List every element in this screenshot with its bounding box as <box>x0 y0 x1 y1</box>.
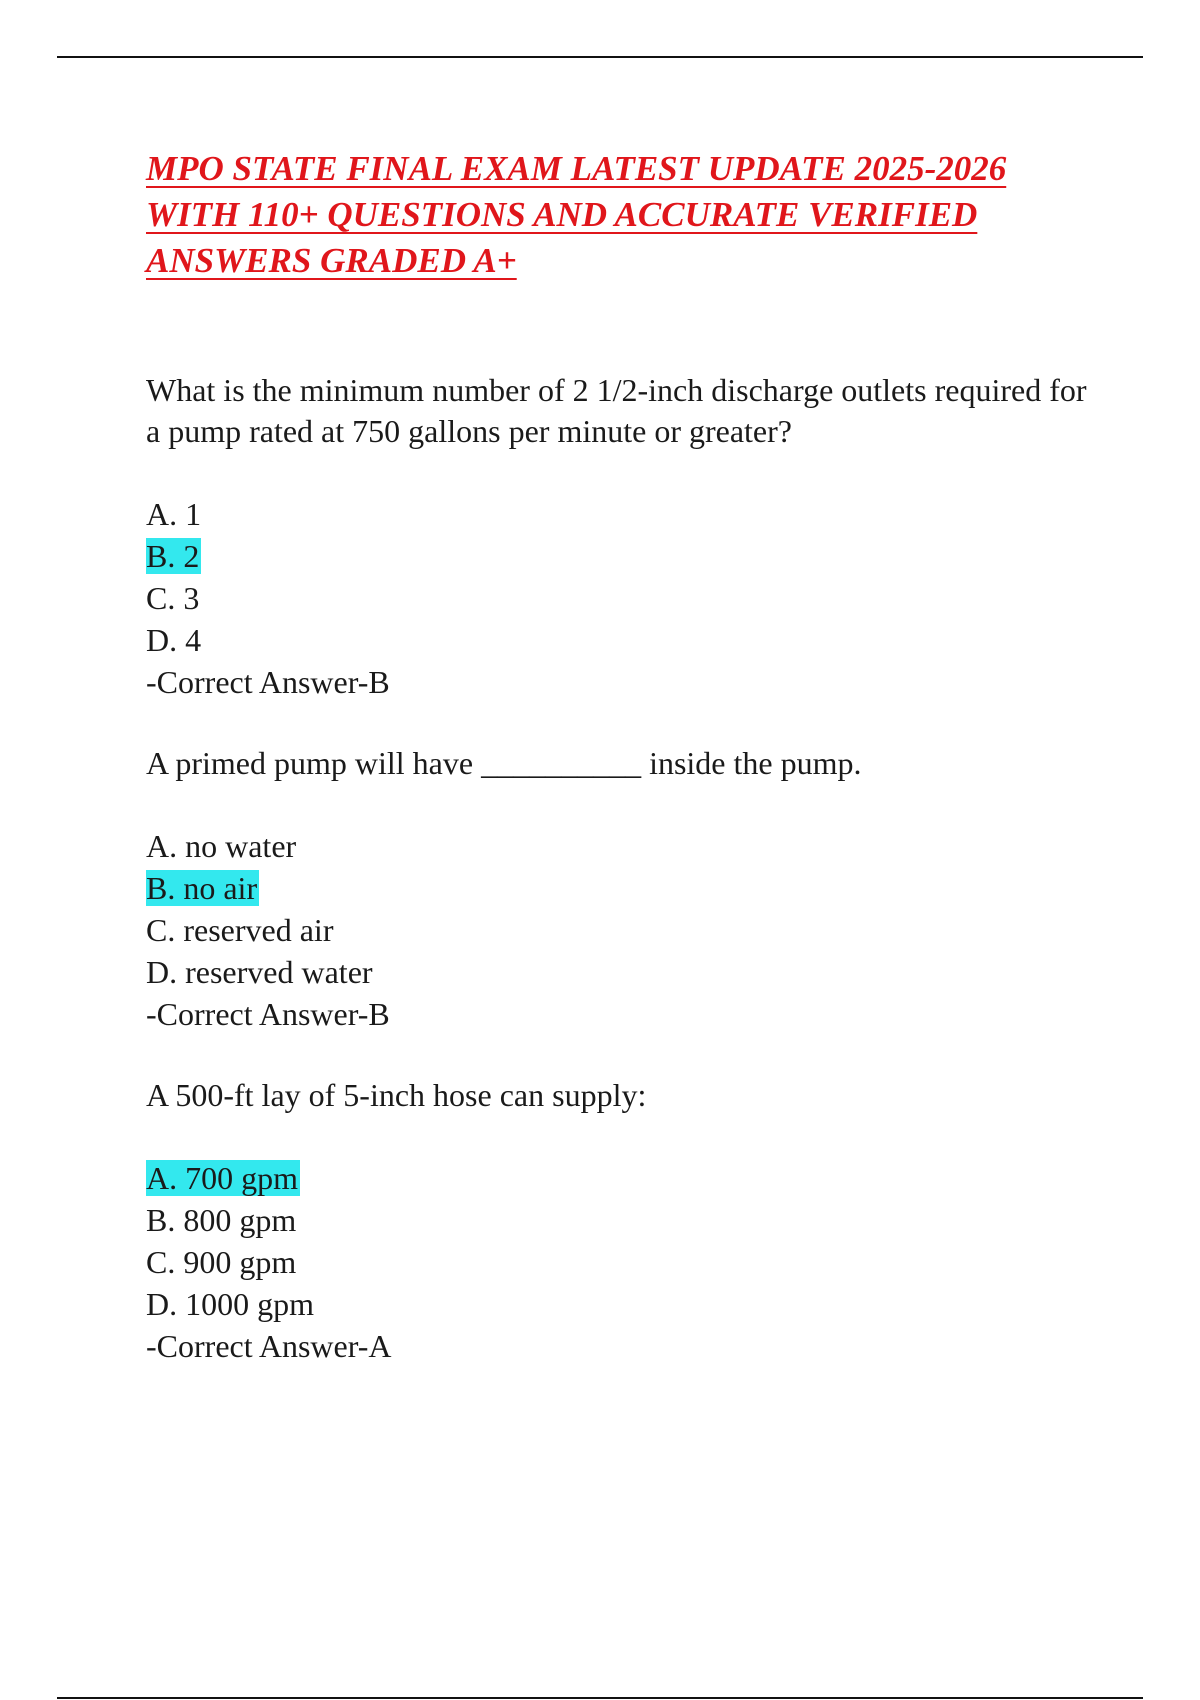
correct-answer: -Correct Answer-A <box>146 1328 392 1364</box>
option-label: A. 1 <box>146 496 202 532</box>
option-label: A. no water <box>146 828 297 864</box>
header-rule <box>57 56 1143 58</box>
option-c <box>146 577 1106 619</box>
option-label: C. 900 gpm <box>146 1244 297 1280</box>
option-label: D. 1000 gpm <box>146 1286 314 1322</box>
option-c <box>146 1241 1106 1283</box>
option-label: D. 4 <box>146 622 202 658</box>
footer-rule <box>57 1697 1143 1699</box>
option-a <box>146 493 1106 535</box>
option-b <box>146 535 1106 577</box>
option-list <box>146 1157 1106 1325</box>
option-c <box>146 909 1106 951</box>
option-d <box>146 951 1106 993</box>
document-title: MPO STATE FINAL EXAM LATEST UPDATE 2025-2026 WITH 110+ QUESTIONS AND ACCURATE VERIFIED ANSWERS GRADED A+ <box>146 149 1007 280</box>
highlighted-option-label: B. no air <box>146 870 258 906</box>
option-d <box>146 1283 1106 1325</box>
question-block-3 <box>146 1075 1106 1367</box>
question-text: A primed pump will have __________ inside the pump. <box>146 745 862 781</box>
document-body <box>146 146 1106 1367</box>
highlighted-option-label: B. 2 <box>146 538 200 574</box>
option-list <box>146 493 1106 661</box>
highlighted-option-label: A. 700 gpm <box>146 1160 298 1196</box>
question-block-2 <box>146 743 1106 1035</box>
option-b <box>146 1199 1106 1241</box>
correct-answer: -Correct Answer-B <box>146 664 390 700</box>
option-d <box>146 619 1106 661</box>
option-list <box>146 825 1106 993</box>
correct-answer: -Correct Answer-B <box>146 996 390 1032</box>
option-b <box>146 867 1106 909</box>
option-label: C. 3 <box>146 580 200 616</box>
option-label: C. reserved air <box>146 912 334 948</box>
option-label: D. reserved water <box>146 954 373 990</box>
option-label: B. 800 gpm <box>146 1202 297 1238</box>
question-text: What is the minimum number of 2 1/2-inch discharge outlets required for a pump rated at 750 gallons per minute or greater? <box>146 372 1087 449</box>
question-text: A 500-ft lay of 5-inch hose can supply: <box>146 1077 647 1113</box>
question-block-1 <box>146 370 1106 703</box>
option-a <box>146 825 1106 867</box>
option-a <box>146 1157 1106 1199</box>
